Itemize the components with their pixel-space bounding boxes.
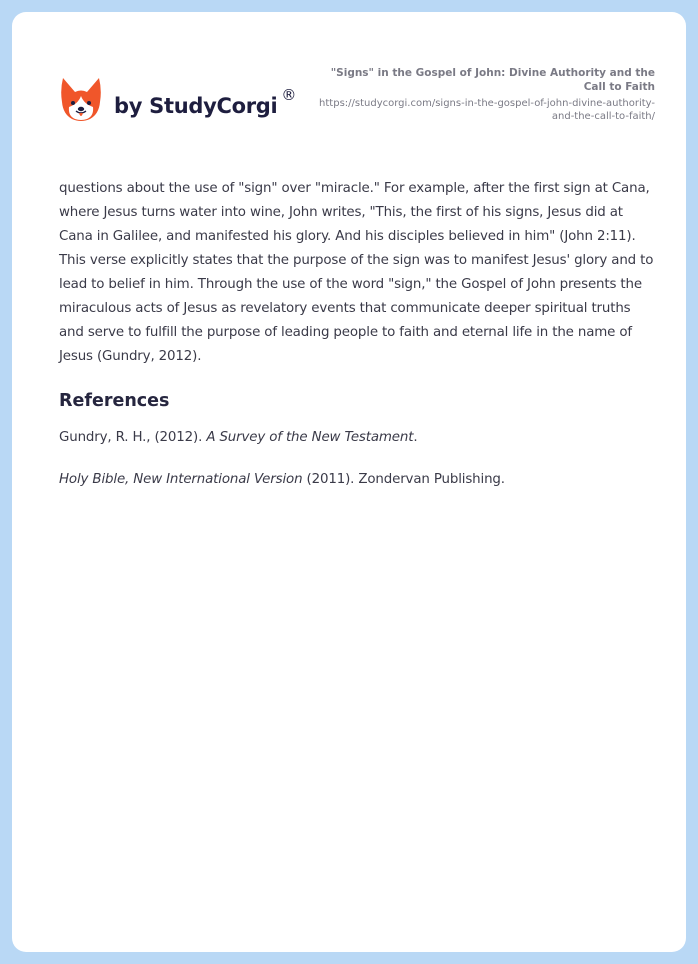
body-paragraph: questions about the use of "sign" over "miracle." For example, after the first sign at Cana, where Jesus turns water into wine, John writes, "This, the first of his signs, Jesus did at Cana in Galilee, and manifested his glory. And his disciples believed in him" (John 2:11). This verse explicitly states that the purpose of the sign was to manifest Jesus' glory and to lead to belief in him. Through the use of the word "sign," the Gospel of John presents the miraculous acts of Jesus as revelatory events that communicate deeper spiritual truths and serve to fulfill the purpose of leading people to faith and eternal life in the name of Jesus (Gundry, 2012). — [59, 181, 654, 364]
reference-item — [59, 468, 659, 492]
corgi-icon — [60, 76, 102, 127]
logo-text: by StudyCorgi — [114, 93, 278, 118]
document-content — [59, 177, 659, 492]
document-page — [12, 12, 686, 952]
reference-title: Holy Bible, New International Version — [59, 472, 303, 487]
document-url[interactable]: https://studycorgi.com/signs-in-the-gospel-of-john-divine-authority-and-the-call-to-faith/ — [319, 98, 655, 122]
references-heading: References — [59, 391, 170, 411]
reference-text: (2011). Zondervan Publishing. — [302, 472, 505, 487]
studycorgi-logo[interactable] — [60, 76, 296, 127]
reference-text: Gundry, R. H., (2012). — [59, 430, 207, 445]
document-meta — [315, 66, 655, 123]
reference-item — [59, 426, 659, 450]
registered-mark: ® — [281, 85, 297, 104]
document-title: "Signs" in the Gospel of John: Divine Authority and the Call to Faith — [330, 67, 655, 93]
reference-text: . — [413, 430, 418, 445]
reference-title: A Survey of the New Testament — [206, 430, 414, 445]
